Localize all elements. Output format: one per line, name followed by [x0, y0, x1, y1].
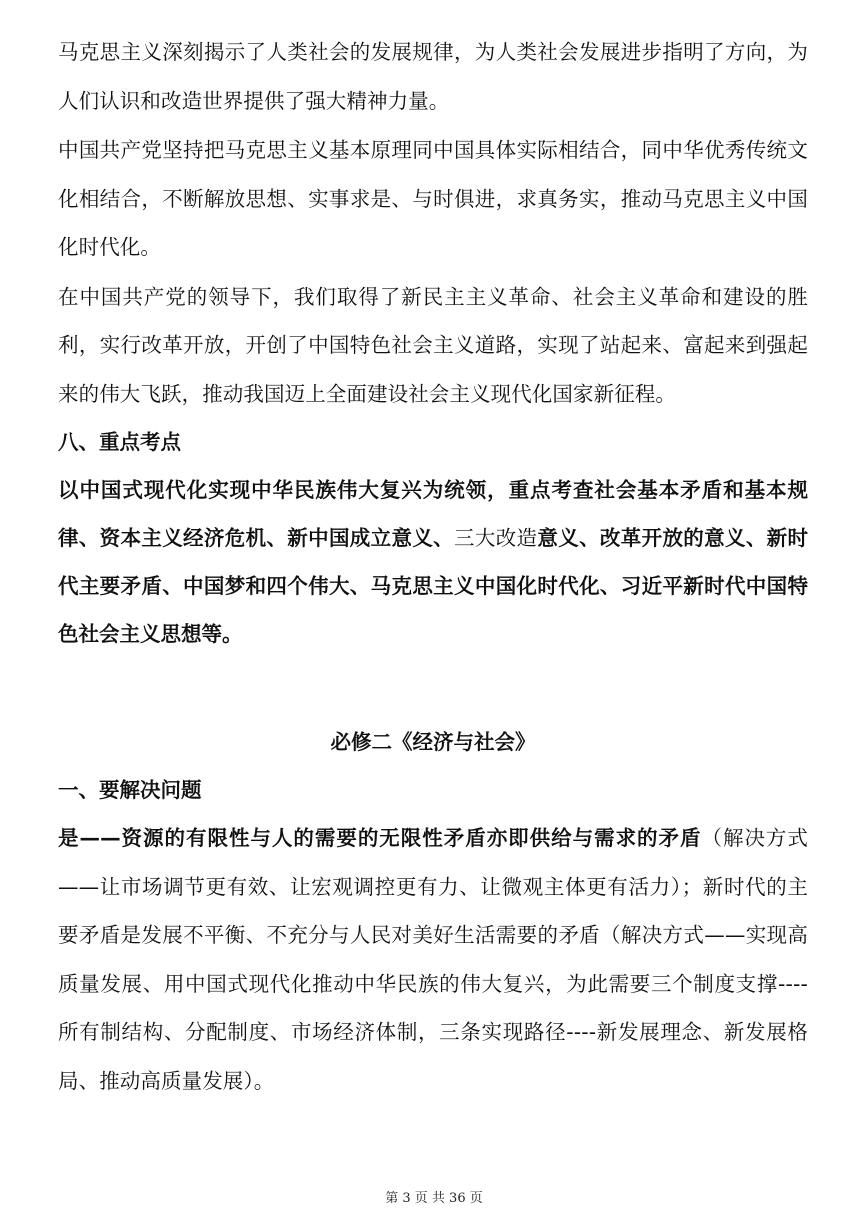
- paragraph-party-leadership: 在中国共产党的领导下，我们取得了新民主主义革命、社会主义革命和建设的胜利，实行改革开放，开创了中国特色社会主义道路，实现了站起来、富起来到强起来的伟大飞跃，推动我国迈上全面建设社会主义现代化国家新征程。: [58, 284, 808, 406]
- section-spacer: [58, 658, 808, 718]
- module-title: 必修二《经济与社会》: [330, 730, 536, 754]
- key-points-text-b: 三大改造: [454, 526, 538, 550]
- section-heading-problem: 一、要解决问题: [58, 778, 202, 802]
- key-points-text-c: 意义、改革开放的意义、新时代主要矛盾、中国梦和四个伟大、马克思主义中国化时代化、习近平新时代中国特色社会主义思想等。: [58, 526, 809, 646]
- paragraph-sinicization: 中国共产党坚持把马克思主义基本原理同中国具体实际相结合，同中华优秀传统文化相结合，不断解放思想、实事求是、与时俱进，求真务实，推动马克思主义中国化时代化。: [58, 138, 808, 259]
- document-page: [58, 28, 808, 1105]
- problem-paragraph: [58, 814, 808, 1105]
- key-points-text-a: 以中国式现代化实现中华民族伟大复兴为统领，重点考查社会基本矛盾和基本规律、资本主义经济危机、新中国成立意义、: [58, 478, 808, 550]
- section-heading-key-points: 八、重点考点: [58, 430, 181, 454]
- key-points-paragraph: [58, 466, 808, 658]
- problem-bold-text: 是——资源的有限性与人的需要的无限性矛盾亦即供给与需求的矛盾: [58, 826, 702, 850]
- problem-normal-text: （解决方式——让市场调节更有效、让宏观调控更有力、让微观主体更有活力）；新时代的主要矛盾是发展不平衡、不充分与人民对美好生活需要的矛盾（解决方式——实现高质量发展、用中国式现代化推动中华民族的伟大复兴，为此需要三个制度支撑----所有制结构、分配制度、市场经济体制，三条实现路径----新发展理念、新发展格局、推动高质量发展）。: [58, 826, 808, 1093]
- page-footer: 第 3 页 共 36 页: [385, 1191, 483, 1206]
- paragraph-marxism-significance: 马克思主义深刻揭示了人类社会的发展规律，为人类社会发展进步指明了方向，为人们认识和改造世界提供了强大精神力量。: [58, 40, 808, 113]
